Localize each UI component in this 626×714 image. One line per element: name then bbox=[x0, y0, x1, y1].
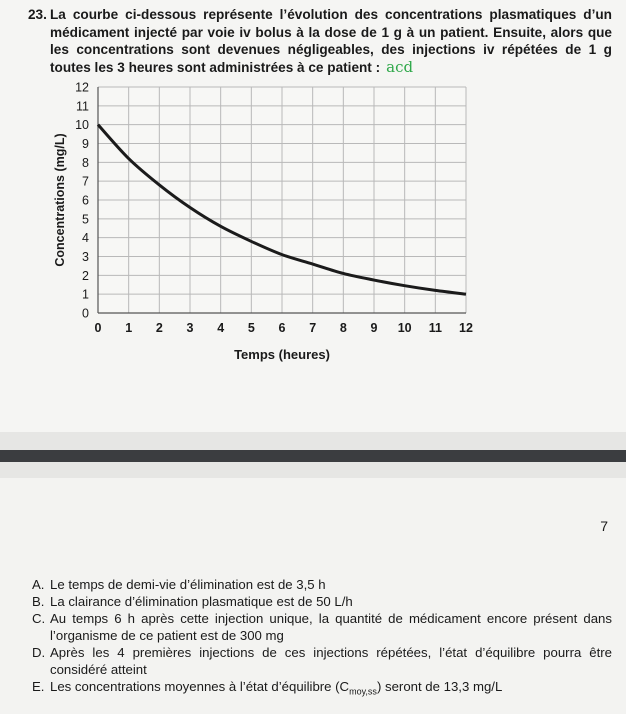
x-tick-label: 8 bbox=[339, 321, 347, 335]
question-body: La courbe ci-dessous représente l’évolution des concentrations plasmatiques d’un médicament injecté par voie iv bolus à la dose de 1 g à un patient. Ensuite, alors que les concentrations sont devenues négligeables, des injections iv répétées de 1 g toutes les 3 heures sont administrées à ce patient : bbox=[50, 7, 612, 75]
y-tick-label: 5 bbox=[82, 212, 89, 227]
x-tick-label: 5 bbox=[247, 321, 255, 335]
option-letter: B. bbox=[32, 594, 45, 609]
handwritten-answer: acd bbox=[386, 57, 414, 76]
option-letter: A. bbox=[32, 577, 45, 592]
option-c bbox=[32, 610, 612, 644]
x-tick-label: 1 bbox=[125, 321, 133, 335]
option-a bbox=[32, 576, 612, 593]
y-tick-label: 8 bbox=[82, 155, 89, 170]
x-tick-label: 3 bbox=[186, 321, 194, 335]
x-tick-label: 11 bbox=[428, 321, 442, 335]
option-text: Au temps 6 h après cette injection unique, la quantité de médicament encore présent dans l’organisme de ce patient est de 300 mg bbox=[50, 611, 612, 643]
option-letter: D. bbox=[32, 645, 46, 660]
option-letter: C. bbox=[32, 611, 46, 626]
question-number: 23. bbox=[28, 7, 47, 22]
chart-grid bbox=[98, 87, 466, 313]
option-text: Le temps de demi-vie d’élimination est de 3,5 h bbox=[50, 577, 326, 592]
x-tick-label: 0 bbox=[94, 321, 102, 335]
option-subscript: moy,ss bbox=[349, 686, 377, 697]
y-tick-label: 4 bbox=[82, 231, 89, 246]
option-text: Après les 4 premières injections de ces injections répétées, l’état d’équilibre pourra être considéré atteint bbox=[50, 645, 612, 677]
x-tick-label: 7 bbox=[309, 321, 317, 335]
x-tick-label: 6 bbox=[278, 321, 286, 335]
option-b bbox=[32, 593, 612, 610]
answer-options bbox=[32, 576, 612, 701]
option-d bbox=[32, 644, 612, 678]
divider-bar bbox=[0, 450, 626, 462]
y-tick-label: 0 bbox=[82, 306, 89, 321]
y-tick-label: 7 bbox=[82, 174, 89, 189]
y-tick-label: 1 bbox=[82, 287, 89, 302]
y-tick-label: 3 bbox=[82, 250, 89, 264]
x-tick-label: 10 bbox=[397, 321, 412, 335]
x-tick-label: 2 bbox=[155, 321, 163, 335]
y-tick-label: 6 bbox=[82, 193, 89, 208]
option-text: La clairance d’élimination plasmatique est de 50 L/h bbox=[50, 594, 353, 609]
option-text-before: Les concentrations moyennes à l’état d’équilibre (C bbox=[50, 679, 350, 694]
option-e bbox=[32, 678, 612, 701]
x-tick-label: 9 bbox=[370, 321, 378, 335]
y-tick-label: 11 bbox=[76, 99, 89, 114]
option-text-after: ) seront de 13,3 mg/L bbox=[376, 679, 503, 694]
page-divider bbox=[0, 432, 626, 478]
y-tick-label: 9 bbox=[82, 137, 89, 151]
x-axis-label: Temps (heures) bbox=[234, 347, 330, 362]
x-tick-label: 12 bbox=[459, 321, 473, 335]
y-tick-label: 10 bbox=[75, 118, 89, 133]
y-axis-label: Concentrations (mg/L) bbox=[53, 133, 67, 267]
y-tick-label: 2 bbox=[82, 268, 89, 283]
page-number: 7 bbox=[600, 518, 608, 534]
y-tick-label: 12 bbox=[75, 80, 89, 95]
x-tick-label: 4 bbox=[217, 321, 225, 335]
option-letter: E. bbox=[32, 679, 45, 694]
